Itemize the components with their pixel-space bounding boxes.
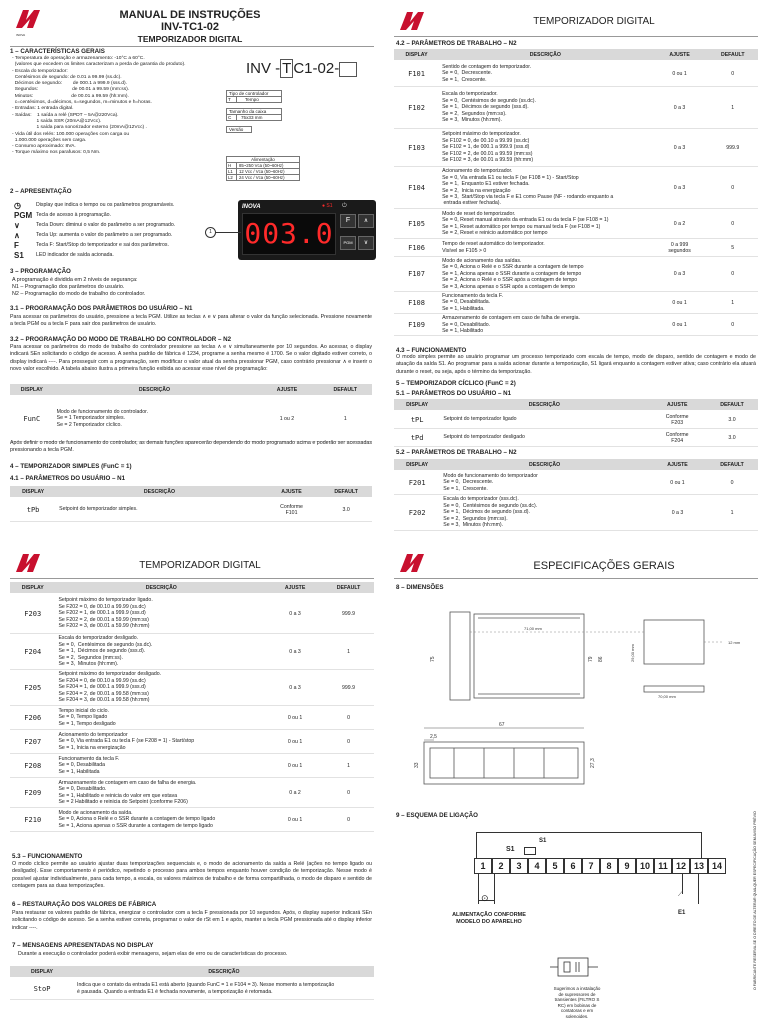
section-6-text: Para restaurar os valores padrão de fábrica, energizar o controlador com a tecla F pressionada por 10 segundos. Após, o display superior indicará SEn solicitando o código de acesso. Se a senha estiver correta, programar o valor de rSt em 1 e após, manter a tecla PGM pressionada até o display inferior indicar ----. <box>12 910 372 931</box>
inova-n-logo-icon <box>14 8 42 30</box>
param-range: 0 a 3 <box>267 670 323 706</box>
section-42-heading: 4.2 – PARÂMETROS DE TRABALHO – N2 <box>396 40 517 47</box>
key-symbol-icon: S1 <box>14 250 24 260</box>
key-list <box>14 200 234 260</box>
power-icon: ⏻ <box>342 203 347 209</box>
page-title <box>70 9 310 45</box>
section-5-heading: 5 – TEMPORIZADOR CÍCLICO (FunC = 2) <box>396 380 516 387</box>
pgm-key-button[interactable]: PGM <box>340 236 356 250</box>
column-header: AJUSTE <box>267 582 323 594</box>
section-51-heading: 5.1 – PARÂMETROS DO USUÁRIO – N1 <box>396 390 512 397</box>
param-range: 0 a 3 <box>652 257 708 292</box>
section-1-heading: 1 – CARACTERÍSTICAS GERAIS <box>10 48 105 55</box>
after-func-text: Após definir o modo de funcionamento do controlador, as demais funções aparecerão dependendo do modo programado acima e poderão ser acessadas pressionando a tecla PGM. <box>10 440 372 454</box>
dim-label: 70,00 mm <box>658 694 676 699</box>
param-code: F203 <box>10 594 55 634</box>
section-4-heading: 4 – TEMPORIZADOR SIMPLES (FunC = 1) <box>10 463 132 470</box>
key-description-row <box>14 200 234 210</box>
key-description-row <box>14 210 234 220</box>
table-row <box>10 634 374 670</box>
page-4 <box>384 540 768 1024</box>
param-description: Armazenamento de contagem em caso de falha de energia. Se = 0, Desabilitado. Se = 1, Habilitado e reinicia do valor em que estava Se = 2 Habilitado e reinicia do Setpoint (conforme F206) <box>55 778 267 808</box>
param-description: Setpoint do temporizador desligado <box>440 429 648 447</box>
param-range: 0 a 3 <box>652 87 708 129</box>
tipo-table: Tipo de controlador T Tempo Tamanho da caixa C 75x33 mm Versão <box>226 90 282 133</box>
param-description: Acionamento do temporizador. Se = 0, Via entrada E1 ou tecla F (se F108 = 1) - Start/Stop Se = 1, Enquanto E1 estiver fechada. Se = 2, Inicia na energização Se = 3, Start/Stop via tecla F e E1 como Pause (NF - rodando enquanto a entrada estiver fechada). <box>439 167 652 209</box>
rc-filter-note: Sugerimos a instalação de supressores de transientes (FILTRO S RC) em bobinas de contatoras e em solenoides. <box>553 986 601 1019</box>
param-range: 0 a 3 <box>652 129 708 167</box>
column-header: DESCRIÇÃO <box>440 399 648 411</box>
page-title: TEMPORIZADOR DIGITAL <box>139 560 261 571</box>
param-description: Modo de acionamento da saída. Se = 0, Aciona o Relé e o SSR durante a contagem de tempo ligado Se = 1, Aciona apenas o SSR durante a contagem de tempo ligado <box>55 808 267 832</box>
key-description-row <box>14 220 234 230</box>
param-range: 0 a 3 <box>652 167 708 209</box>
controller-front <box>238 200 376 260</box>
key-symbol-icon: F <box>14 240 19 250</box>
page-3 <box>0 540 384 1024</box>
param-default: 3.0 <box>320 498 372 522</box>
rc-filter-icon <box>550 952 602 982</box>
param-code: F205 <box>10 670 55 706</box>
terminal-strip <box>474 858 726 874</box>
code-line: INV - T C1-02- <box>246 60 357 77</box>
terminal-7: 7 <box>582 858 600 874</box>
column-header: DESCRIÇÃO <box>440 459 649 471</box>
key-description: Tecla F: Start/Stop do temporizador e sai dos parâmetros. <box>36 242 169 248</box>
param-range: 0 a 3 <box>649 495 706 531</box>
inova-n-logo-icon <box>398 10 426 32</box>
param-description: Setpoint máximo do temporizador. Se F102 = 0, de 00.10 a 99.99 (ss.dc) Se F102 = 1, de 000.1 a 999.9 (sss.d) Se F102 = 2, de 00.01 a 99.59 (mm:ss) Se F102 = 3, de 00.01 a 99.59 (hh:mm) <box>439 129 652 167</box>
product-code-diagram <box>228 60 376 190</box>
section-41-heading: 4.1 – PARÂMETROS DO USUÁRIO – N1 <box>10 475 126 482</box>
param-code: F202 <box>394 495 440 531</box>
section-9-heading: 9 – ESQUEMA DE LIGAÇÃO <box>396 812 478 819</box>
f-key-button[interactable]: F <box>340 214 356 228</box>
key-symbol-icon: ◷ <box>14 200 21 210</box>
param-description: Funcionamento da tecla F. Se = 0, Desabilitada. Se = 1, Habilitada. <box>439 292 652 314</box>
key-symbol-icon: ∧ <box>14 230 20 240</box>
param-description: Armazenamento de contagem em caso de falha de energia. Se = 0, Desabilitado. Se = 1, Habilitado <box>439 314 652 336</box>
dim-label: 29,00 mm <box>630 644 635 662</box>
param-code: F106 <box>394 239 439 257</box>
dim-label: 2,5 <box>430 734 437 740</box>
param-default: 0 <box>707 167 758 209</box>
param-default: 999.9 <box>323 594 374 634</box>
table-row <box>394 429 758 447</box>
param-range: Conforme F204 <box>648 429 706 447</box>
param-range: 0 a 2 <box>267 778 323 808</box>
param-range: 0 ou 1 <box>267 730 323 754</box>
param-default: 999.9 <box>707 129 758 167</box>
work-params-table-n2 <box>394 49 758 336</box>
s1-relay-label: S1 <box>539 838 547 844</box>
terminal-14: 14 <box>708 858 726 874</box>
up-key-button[interactable]: ∧ <box>358 214 374 228</box>
display-callout: 1 <box>205 227 216 238</box>
section-53-heading: 5.3 – FUNCIONAMENTO <box>12 853 83 860</box>
column-header: DESCRIÇÃO <box>55 582 267 594</box>
param-range: Conforme F101 <box>263 498 320 522</box>
wiring-diagram <box>434 826 734 926</box>
section-31-text: Para acessar os parâmetros do usuário, pressione a tecla PGM. Utilize as teclas ∧ e ∨ para alterar o valor da função selecionada. Pressione novamente a tecla PGM ou a tecla F para sair dos parâmetros de usuário. <box>10 314 372 328</box>
terminal-6: 6 <box>564 858 582 874</box>
param-code: F104 <box>394 167 439 209</box>
param-range: 0 ou 1 <box>649 471 706 495</box>
table-row <box>394 87 758 129</box>
table-row <box>394 129 758 167</box>
section-43-heading: 4.3 – FUNCIONAMENTO <box>396 347 467 354</box>
message-code: StoP <box>10 978 74 1000</box>
param-code: F107 <box>394 257 439 292</box>
page-title: TEMPORIZADOR DIGITAL <box>533 16 655 27</box>
table-row <box>10 978 374 1000</box>
param-description: Modo de reset do temporizador. Se = 0, Reset manual através da entrada E1 ou da tecla F (se F108 = 1) Se = 1, Reset automático por tempo ou manual tecla F (se F108 = 1) Se = 2, Reset e reinicio automático por tempo <box>439 209 652 239</box>
key-description-row <box>14 250 234 260</box>
cyclic-work-params-table-cont <box>10 582 374 832</box>
param-description: Tempo de reset automático do temporizador. Visível se F105 > 0 <box>439 239 652 257</box>
param-code: F210 <box>10 808 55 832</box>
terminal-1: 1 <box>474 858 492 874</box>
s1-output-label: S1 <box>506 846 515 853</box>
section-32-text: Para acessar os parâmetros do modo de trabalho do controlador pressione as teclas ∧ e ∨ simultaneamente por 10 segundos. Ao acessar, o display indicará SEn solicitando o código de acesso. A senha padrão de fábrica é 1234, programe a senha mesmo é 1700. Se o valor digitado estiver correto, o display indicará ----. Para prosseguir com a programação, sem modificar o valor atual da senha pressionar PGM, caso contrário pressionar ∧ e inserir o novo valor escolhido. A tabela abaixo ilustra a primeira função exibida ao acessar esse nível de programação: <box>10 344 372 372</box>
param-range: 0 ou 1 <box>267 808 323 832</box>
param-code: F109 <box>394 314 439 336</box>
column-header: AJUSTE <box>652 49 708 61</box>
alim-row: L2 24 Vcc / Vca (50~60Hz) <box>226 175 300 181</box>
device-brand: INOVA <box>242 204 261 210</box>
param-description: Escala do temporizador (sss.dc). Se = 0, Centésimos de segundo (ss.dc). Se = 1, Décimos de segundo (sss.d). Se = 2, Segundos (mm:ss). Se = 3, Minutos (hh:mm). <box>440 495 649 531</box>
key-description: Tecla Down: diminui o valor do parâmetro a ser programado. <box>36 222 176 228</box>
param-code: tPd <box>394 429 440 447</box>
dim-label: 86 <box>598 656 604 662</box>
section-43-text: O modo simples permite ao usuário programar um processo temporizado com escala de tempo, modo de disparo, sentido de contagem e modo de atuação da saída S1. Ao programar para a saída acionar durante a temporização, S1 ligará enquanto a contagem estiver ativa; caso contrário ela atuará durante o reset, ou seja, após o término da temporização. <box>396 354 756 375</box>
section-31-heading: 3.1 – PROGRAMAÇÃO DOS PARÂMETROS DO USUÁRIO – N1 <box>10 305 193 312</box>
param-range: 0 a 2 <box>652 209 708 239</box>
column-header: DESCRIÇÃO <box>439 49 652 61</box>
param-code: F201 <box>394 471 440 495</box>
param-default: 3.0 <box>706 429 758 447</box>
section-1-text: - Temperatura de operação e armazenamento: -10°C a 60°C. (valores que excedem os limites caracterizam a perda de garantia do produto). - Escala do temporizador: Centésimos de segundo: de 0.01 a 99.99 (ss.dc). Décimos de segundo: de 000.1 a 999.9 (sss.d). Segundos: de 00.01 a 99.59 (mm:ss). Minutos: de 00.01 a 99.59 (hh:mm). c=centésimos, d=décimos, s=segundos, m=minutos e h=horas. - Entradas: 1 entrada digital. - Saídas: 1 saída a relé (SPDT – 5A@220Vca). 1 saída SSR (20mA@12Vcc). 1 saída para sonorizador externo (20mA@12Vcc) . - Vida útil dos relés: 100.000 operações com carga ou 1.000.000 operações sem carga. - Consumo aproximado: 8VA. - Torque máximo nos parafusos: 0,5 Nm. <box>12 56 186 156</box>
column-header: DEFAULT <box>706 399 758 411</box>
column-header: DISPLAY <box>10 966 74 978</box>
param-default: 1 <box>707 87 758 129</box>
param-description: Acionamento do temporizador Se = 0, Via entrada E1 ou tecla F (se F208 = 1) - Start/stop Se = 1, Inicia na energização <box>55 730 267 754</box>
param-code: F101 <box>394 61 439 87</box>
title-line-3: TEMPORIZADOR DIGITAL <box>137 34 243 44</box>
column-header: DISPLAY <box>394 49 439 61</box>
message-description: Indica que o contato da entrada E1 está aberto (quando FunC = 1 e F104 = 3). Nesse momento a temporização é pausada. Quando a entrada E1 é fechada novamente, a temporização é retomada. <box>74 978 374 1000</box>
param-range: 0 a 999 segundos <box>652 239 708 257</box>
table-row <box>394 411 758 429</box>
column-header: DISPLAY <box>394 399 440 411</box>
param-default: 1 <box>706 495 758 531</box>
cyclic-user-params-table <box>394 399 758 447</box>
terminal-5: 5 <box>546 858 564 874</box>
terminal-9: 9 <box>618 858 636 874</box>
param-default: 0 <box>706 471 758 495</box>
table-row <box>394 167 758 209</box>
e1-input-label: E1 <box>678 910 686 916</box>
param-description: Modo de acionamento das saídas. Se = 0, Aciona o Relé e o SSR durante a contagem de tempo Se = 1, Aciona apenas o SSR durante a contagem de tempo Se = 2, Aciona o Relé e o SSR após a contagem de tempo Se = 3, Aciona apenas o SSR após a contagem de tempo <box>439 257 652 292</box>
table-row <box>394 292 758 314</box>
param-code: F108 <box>394 292 439 314</box>
param-description: Setpoint do temporizador ligado <box>440 411 648 429</box>
dim-label: 33 <box>414 762 420 768</box>
terminal-2: 2 <box>492 858 510 874</box>
column-header: DISPLAY <box>394 459 440 471</box>
param-range: 0 ou 1 <box>652 314 708 336</box>
column-header: DEFAULT <box>707 49 758 61</box>
header-divider <box>394 578 758 579</box>
param-description: Escala do temporizador. Se = 0, Centésimos de segundo (ss.dc). Se = 1, Décimos de segundo (sss.d). Se = 2, Segundos (mm:ss). Se = 3, Minutos (hh:mm). <box>439 87 652 129</box>
table-row <box>10 670 374 706</box>
terminal-3: 3 <box>510 858 528 874</box>
inova-n-logo-icon <box>398 552 426 574</box>
section-52-heading: 5.2 – PARÂMETROS DE TRABALHO – N2 <box>396 449 517 456</box>
section-3-text: A programação é dividida em 2 níveis de segurança: N1 – Programação dos parâmetros do usuário. N2 – Programação do modo de trabalho do controlador. <box>12 277 146 297</box>
param-range: Conforme F203 <box>648 411 706 429</box>
param-description: Sentido de contagem do temporizador. Se = 0, Decrescente. Se = 1, Crescente. <box>439 61 652 87</box>
dim-label: 71,00 mm <box>524 626 542 631</box>
param-code: F204 <box>10 634 55 670</box>
messages-table <box>10 966 374 1000</box>
dim-label: 79 <box>588 656 594 662</box>
param-code: F207 <box>10 730 55 754</box>
s1-led: ● S1 <box>322 203 333 209</box>
param-description: Funcionamento da tecla F. Se = 0, Desabilitada Se = 1, Habilitada <box>55 754 267 778</box>
dim-label: 67 <box>499 722 505 728</box>
section-7-text: Durante a execução o controlador poderá exibir mensagens, sejam elas de erro ou de características do processo. <box>18 951 288 957</box>
column-header: DEFAULT <box>706 459 758 471</box>
param-description: Tempo inicial do ciclo. Se = 0, Tempo ligado Se = 1, Tempo desligado <box>55 706 267 730</box>
key-symbol-icon: ∨ <box>14 220 20 230</box>
column-header: DESCRIÇÃO <box>56 486 263 498</box>
param-default: 0 <box>323 808 374 832</box>
column-header: DEFAULT <box>323 582 374 594</box>
param-range: 0 a 3 <box>267 594 323 634</box>
down-key-button[interactable]: ∨ <box>358 236 374 250</box>
param-default: 999.9 <box>323 670 374 706</box>
key-description: LED indicador de saída acionada. <box>36 252 114 258</box>
key-description: Tecla de acesso à programação. <box>36 212 111 218</box>
key-description-row <box>14 230 234 240</box>
terminal-10: 10 <box>636 858 654 874</box>
param-default: 0 <box>707 314 758 336</box>
header-divider <box>10 578 374 579</box>
header-divider <box>10 46 374 47</box>
param-default: 0 <box>707 61 758 87</box>
param-range: 0 a 3 <box>267 634 323 670</box>
table-row <box>10 730 374 754</box>
table-row <box>394 314 758 336</box>
param-code: F105 <box>394 209 439 239</box>
section-8-heading: 8 – DIMENSÕES <box>396 584 444 591</box>
header-divider <box>394 36 758 37</box>
table-row <box>10 498 372 522</box>
param-default: 0 <box>707 209 758 239</box>
column-header: DESCRIÇÃO <box>74 966 374 978</box>
key-description: Tecla Up: aumenta o valor do parâmetro a ser programado. <box>36 232 173 238</box>
table-row <box>394 209 758 239</box>
terminal-4: 4 <box>528 858 546 874</box>
page-2 <box>384 0 768 540</box>
dimensions-drawing <box>394 592 754 788</box>
column-header: AJUSTE <box>648 399 706 411</box>
param-code: F208 <box>10 754 55 778</box>
param-description: Setpoint do temporizador simples. <box>56 498 263 522</box>
param-description: Escala do temporizador desligado. Se = 0, Centésimos de segundo (ss.dc). Se = 1, Décimos de segundo (sss.d). Se = 2, Segundos (mm:ss). Se = 3, Minutos (hh:mm). <box>55 634 267 670</box>
cyclic-work-params-table <box>394 459 758 531</box>
param-default: 0 <box>323 706 374 730</box>
param-default: 1 <box>323 754 374 778</box>
table-row <box>10 706 374 730</box>
section-32-heading: 3.2 – PROGRAMAÇÃO DO MODO DE TRABALHO DO CONTROLADOR – N2 <box>10 336 232 343</box>
inova-n-logo-icon <box>14 552 42 574</box>
param-code: F206 <box>10 706 55 730</box>
func-table: DISPLAY DESCRIÇÃO AJUSTE DEFAULT FunC Modo de funcionamento do controlador. Se = 1 Temporizador simples. Se = 2 Temporizador cíclico. 1 ou 2 1 <box>10 384 372 442</box>
key-symbol-icon: PGM <box>14 210 33 220</box>
table-row: FunC Modo de funcionamento do controlador. Se = 1 Temporizador simples. Se = 2 Temporizador cíclico. 1 ou 2 1 <box>10 396 372 442</box>
timer-display: 003.0 <box>242 213 336 255</box>
logo-tagline: INOVA <box>16 33 26 37</box>
title-line-2: INV-TC1-02 <box>160 21 220 33</box>
param-default: 3.0 <box>706 411 758 429</box>
column-header: AJUSTE <box>263 486 320 498</box>
alimentacao-table: Alimentação H 85~250 Vca (50~60Hz) L1 12 Vcc / Vca (50~60Hz) L2 24 Vcc / Vca (50~60Hz) <box>226 156 300 181</box>
table-row <box>394 257 758 292</box>
param-default: 1 <box>323 634 374 670</box>
param-code: F103 <box>394 129 439 167</box>
param-default: 0 <box>323 730 374 754</box>
param-default: 1 <box>707 292 758 314</box>
table-row <box>394 239 758 257</box>
param-range: 0 ou 1 <box>267 706 323 730</box>
param-range: 0 ou 1 <box>652 292 708 314</box>
param-code: tPL <box>394 411 440 429</box>
key-description: Display que indica o tempo ou os parâmetros programáveis. <box>36 202 175 208</box>
param-code: tPb <box>10 498 56 522</box>
power-supply-label: ALIMENTAÇÃO CONFORME MODELO DO APARELHO <box>452 912 526 925</box>
param-range: 0 ou 1 <box>652 61 708 87</box>
param-range: 0 ou 1 <box>267 754 323 778</box>
table-row <box>394 471 758 495</box>
param-code: F102 <box>394 87 439 129</box>
dim-label: 27,3 <box>590 758 596 768</box>
dim-label: 12 mm <box>728 640 741 645</box>
section-7-heading: 7 – MENSAGENS APRESENTADAS NO DISPLAY <box>12 942 154 949</box>
ac-source-icon: ⊙ <box>481 893 489 903</box>
table-row <box>10 808 374 832</box>
page-1 <box>0 0 384 540</box>
terminal-13: 13 <box>690 858 708 874</box>
relay-coil-icon <box>524 847 536 855</box>
param-code: F209 <box>10 778 55 808</box>
table-row <box>10 594 374 634</box>
column-header: DISPLAY <box>10 486 56 498</box>
section-3-heading: 3 – PROGRAMAÇÃO <box>10 268 71 275</box>
param-default: 5 <box>707 239 758 257</box>
table-row <box>394 495 758 531</box>
switch-icon: ⟋ <box>678 892 683 898</box>
dim-label: 75 <box>430 656 436 662</box>
terminal-12: 12 <box>672 858 690 874</box>
user-params-table-n1 <box>10 486 372 522</box>
param-description: Modo de funcionamento do temporizador Se = 0, Decrescente. Se = 1, Crescente. <box>440 471 649 495</box>
table-row <box>394 61 758 87</box>
param-description: Setpoint máximo do temporizador ligado. Se F202 = 0, de 00.10 a 99.99 (ss.dc) Se F202 = 1, de 000.1 a 999.9 (sss.d) Se F202 = 2, de 00.01 a 59.99 (mm:ss) Se F202 = 3, de 00.01 a 59.99 (hh:mm) <box>55 594 267 634</box>
section-6-heading: 6 – RESTAURAÇÃO DOS VALORES DE FÁBRICA <box>12 901 157 908</box>
alim-row: L1 12 Vcc / Vca (50~60Hz) <box>226 169 300 175</box>
param-default: 0 <box>323 778 374 808</box>
page-title: ESPECIFICAÇÕES GERAIS <box>533 560 675 572</box>
column-header: DISPLAY <box>10 582 55 594</box>
key-description-row <box>14 240 234 250</box>
table-row <box>10 754 374 778</box>
section-2-heading: 2 – APRESENTAÇÃO <box>10 188 72 195</box>
param-description: Setpoint máximo do temporizador desligado. Se F204 = 0, de 00.10 a 99.99 (ss.dc) Se F204 = 1, de 000.1 a 999.9 (sss.d) Se F204 = 2, de 00.01 a 99.58 (mm:ss) Se F204 = 3, de 00.01 a 99.58 (hh:mm) <box>55 670 267 706</box>
column-header: DEFAULT <box>320 486 372 498</box>
side-disclaimer: O FABRICANTE RESERVA-SE O DIREITO DE ALTERAR QUALQUER ESPECIFICAÇÃO SEM AVISO PRÉVIO <box>753 811 757 990</box>
alim-row: H 85~250 Vca (50~60Hz) <box>226 163 300 169</box>
title-line-1: MANUAL DE INSTRUÇÕES <box>119 9 261 21</box>
param-default: 0 <box>707 257 758 292</box>
column-header: AJUSTE <box>649 459 706 471</box>
table-row <box>10 778 374 808</box>
section-53-text: O modo cíclico permite ao usuário ajustar duas temporizações sequenciais e, o modo de acionamento da saída a Relé (ações no tempo ligado ou desligado). Esse comportamento é periódico, repetindo o processo para ambos tempos enquanto houver condição de temporização. Nesse modo é possível ajustar individualmente, para cada tempo, a escala, os valores máximos de trabalho e de forma compartilhada, o modo de disparo e sentido de contagem para as duas temporizações. <box>12 861 372 889</box>
terminal-8: 8 <box>600 858 618 874</box>
terminal-11: 11 <box>654 858 672 874</box>
